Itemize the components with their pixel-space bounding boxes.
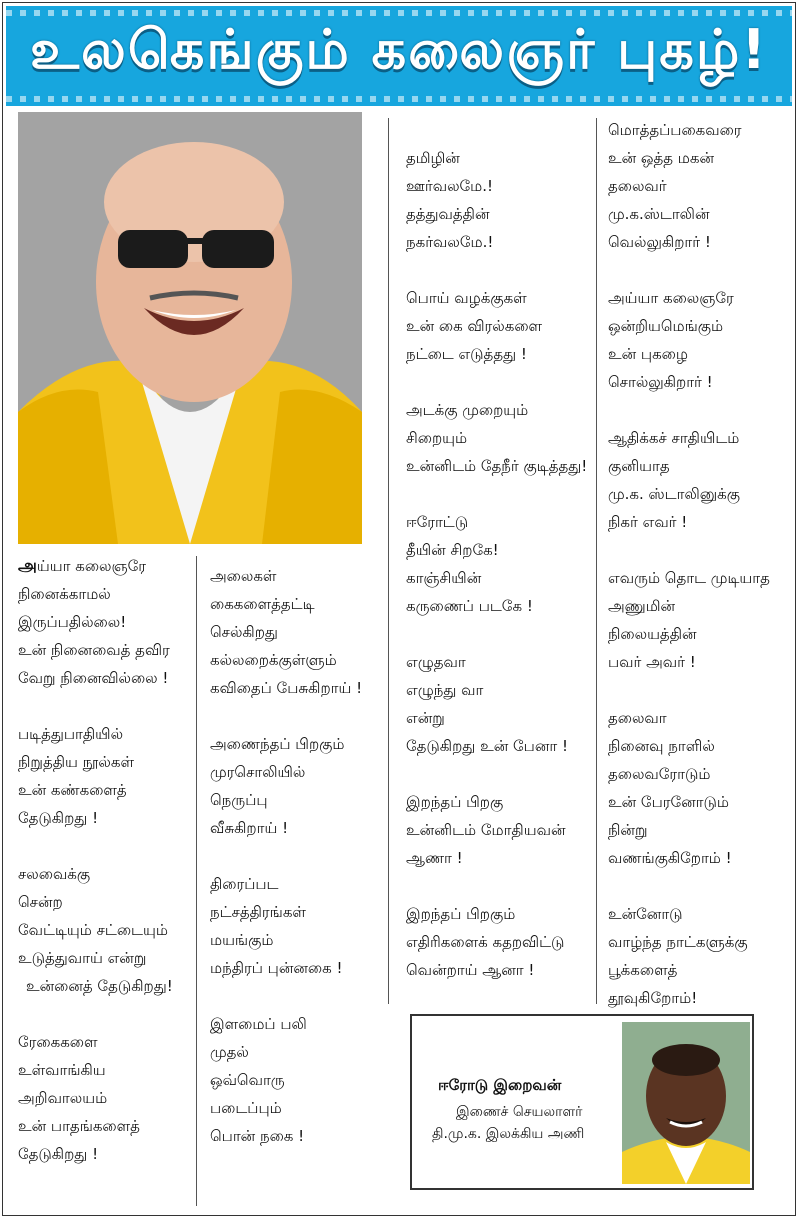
poem-line: தேடுகிறது உன் பேனா ! <box>406 737 568 755</box>
poem-line: நினைவு நாளில் <box>608 737 715 755</box>
poem-line: எழுதவா <box>406 653 466 671</box>
drop-cap: அ <box>18 556 37 576</box>
poem-line: ஊர்வலமே.! <box>406 177 494 195</box>
poem-line: வென்றாய் ஆனா ! <box>406 961 535 979</box>
poem-line: வாழ்ந்த நாட்களுக்கு <box>608 933 748 951</box>
author-role: இணைச் செயலாளர் <box>456 1104 583 1120</box>
stanza <box>406 508 587 620</box>
poem-line-rest: ய்யா கலைஞரே <box>36 557 146 575</box>
stanza <box>406 900 587 984</box>
poem-line: மந்திரப் புன்னகை ! <box>210 959 343 977</box>
poem-line: நிகர் எவர் ! <box>608 513 688 531</box>
author-credit-box <box>410 1014 754 1190</box>
poem-line: நட்சத்திரங்கள் <box>210 903 306 921</box>
stanza <box>608 900 770 1012</box>
author-name: ஈரோடு இறைவன் <box>438 1076 562 1094</box>
poem-line: தமிழின் <box>406 149 460 167</box>
poem-line: வேட்டியும் சட்டையும் <box>18 921 168 939</box>
poem-line: படித்துபாதியில் <box>18 725 124 743</box>
poem-line: எதிரிகளைக் கதறவிட்டு <box>406 933 565 951</box>
poem-line: மு.க. ஸ்டாலினுக்கு <box>608 485 740 503</box>
poem-line: உன் பாதங்களைத் <box>18 1117 140 1135</box>
poem-line: சலவைக்கு <box>18 865 91 883</box>
poem-line: அடக்கு முறையும் <box>406 401 529 419</box>
poem-line: பொன் நகை ! <box>210 1127 305 1145</box>
poem-line: இருப்பதில்லை! <box>18 613 127 631</box>
stanza <box>18 720 173 832</box>
poem-line: கவிதைப் பேசுகிறாய் ! <box>210 679 363 697</box>
poem-line: திரைப்பட <box>210 875 279 893</box>
portrait-photo <box>18 112 362 544</box>
header-banner <box>6 6 792 106</box>
poem-line: வெல்லுகிறார் ! <box>608 233 711 251</box>
poem-line: ஆணா ! <box>406 849 463 867</box>
poem-column-left <box>18 552 173 1196</box>
poem-line: மயங்கும் <box>210 931 274 949</box>
stanza <box>210 870 362 982</box>
stanza <box>18 552 173 692</box>
poem-line: இறந்தப் பிறகும் <box>406 905 516 923</box>
author-photo <box>622 1022 750 1184</box>
poem-line: ஒவ்வொரு <box>210 1071 285 1089</box>
stanza <box>210 562 362 702</box>
poem-line: உன்னிடம் தேநீர் குடித்தது! <box>406 457 588 475</box>
stanza <box>608 116 770 256</box>
column-divider <box>388 118 389 1004</box>
poem-line: தேடுகிறது ! <box>18 1145 99 1163</box>
poem-line: உன் பேரனோடும் <box>608 793 729 811</box>
poem-line: தீயின் சிறகே! <box>406 541 499 559</box>
poem-line: உன் புகழை <box>608 345 688 363</box>
column-divider <box>596 118 597 1004</box>
poem-column-center <box>406 144 587 1012</box>
poem-line: சிறையும் <box>406 429 468 447</box>
poem-line: நின்று <box>608 821 648 839</box>
stanza <box>18 860 173 1000</box>
column-divider <box>196 556 197 1206</box>
poem-line: காஞ்சியின் <box>406 569 482 587</box>
poem-line: உன் கை விரல்களை <box>406 317 543 335</box>
poem-line: தூவுகிறோம்! <box>608 989 698 1007</box>
poem-line: உன் கண்களைத் <box>18 781 127 799</box>
poem-column-right <box>608 116 770 1040</box>
poem-line: அணுமின் <box>608 597 676 615</box>
poem-line: அறிவாலயம் <box>18 1089 108 1107</box>
poem-line: நினைக்காமல் <box>18 585 111 603</box>
stanza <box>210 1010 362 1150</box>
poem-line: தலைவர் <box>608 177 667 195</box>
stanza <box>406 284 587 368</box>
poem-line: இறந்தப் பிறகு <box>406 793 504 811</box>
poem-line: எவரும் தொட முடியாத <box>608 569 770 587</box>
poem-line: தலைவா <box>608 709 667 727</box>
author-organization: தி.மு.க. இலக்கிய அணி <box>432 1126 585 1142</box>
poem-line: தேடுகிறது ! <box>18 809 99 827</box>
poem-line: பொய் வழக்குகள் <box>406 289 527 307</box>
poem-line: அய்யா கலைஞரே <box>608 289 734 307</box>
poem-line: முரசொலியில் <box>210 763 306 781</box>
poem-line: அணைந்தப் பிறகும் <box>210 735 345 753</box>
poem-line: கல்லறைக்குள்ளும் <box>210 651 337 669</box>
poem-line: கருணைப் படகே ! <box>406 597 533 615</box>
poem-line: ரேகைகளை <box>18 1033 98 1051</box>
poem-line: உன் நினைவைத் தவிர <box>18 641 170 659</box>
poem-line: ஆதிக்கச் சாதியிடம் <box>608 429 740 447</box>
poem-line: குனியாத <box>608 457 670 475</box>
poem-line: வணங்குகிறோம் ! <box>608 849 732 867</box>
poem-line: அலைகள் <box>210 567 277 585</box>
poem-line <box>18 552 173 580</box>
poem-line: நிலையத்தின் <box>608 625 697 643</box>
poem-line: பவர் அவர் ! <box>608 653 696 671</box>
stanza <box>608 564 770 676</box>
poem-line: உன்னைத் தேடுகிறது! <box>26 977 173 995</box>
poem-line: உடுத்துவாய் என்று <box>18 949 147 967</box>
stanza <box>18 1028 173 1168</box>
poem-line: என்று <box>406 709 445 727</box>
stanza <box>406 396 587 480</box>
stanza <box>608 424 770 536</box>
stanza <box>406 788 587 872</box>
poem-line: இளமைப் பலி <box>210 1015 307 1033</box>
poem-line: கைகளைத்தட்டி <box>210 595 315 613</box>
poem-line: சொல்லுகிறார் ! <box>608 373 713 391</box>
poem-line: மு.க.ஸ்டாலின் <box>608 205 710 223</box>
poem-line: ஈரோட்டு <box>406 513 469 531</box>
stanza <box>210 730 362 842</box>
poem-column-middle <box>210 562 362 1178</box>
portrait-illustration <box>18 112 362 544</box>
poem-line: நகர்வலமே.! <box>406 233 494 251</box>
stanza <box>608 704 770 872</box>
stanza <box>608 284 770 396</box>
poem-line: நட்டை எடுத்தது ! <box>406 345 527 363</box>
poem-line: சென்ற <box>18 893 63 911</box>
author-illustration <box>622 1022 750 1184</box>
poem-line: செல்கிறது <box>210 623 278 641</box>
stanza <box>406 144 587 256</box>
poem-line: நிறுத்திய நூல்கள் <box>18 753 134 771</box>
poem-line: உன்னிடம் மோதியவன் <box>406 821 566 839</box>
poem-line: உள்வாங்கிய <box>18 1061 106 1079</box>
stanza <box>406 648 587 760</box>
poem-line: முதல் <box>210 1043 249 1061</box>
poem-line: தத்துவத்தின் <box>406 205 490 223</box>
poem-line: உன் ஒத்த மகன் <box>608 149 715 167</box>
poem-line: வேறு நினைவில்லை ! <box>18 669 169 687</box>
poem-line: எழுந்து வா <box>406 681 484 699</box>
poem-line: பூக்களைத் <box>608 961 678 979</box>
page-title: உலகெங்கும் கலைஞர் புகழ்! <box>30 18 768 81</box>
poem-line: தலைவரோடும் <box>608 765 711 783</box>
poem-line: ஒன்றியமெங்கும் <box>608 317 724 335</box>
poem-line: மொத்தப்பகைவரை <box>608 121 742 139</box>
poem-line: உன்னோடு <box>608 905 683 923</box>
poem-line: படைப்பும் <box>210 1099 282 1117</box>
poem-line: வீசுகிறாய் ! <box>210 819 289 837</box>
poem-line: நெருப்பு <box>210 791 268 809</box>
